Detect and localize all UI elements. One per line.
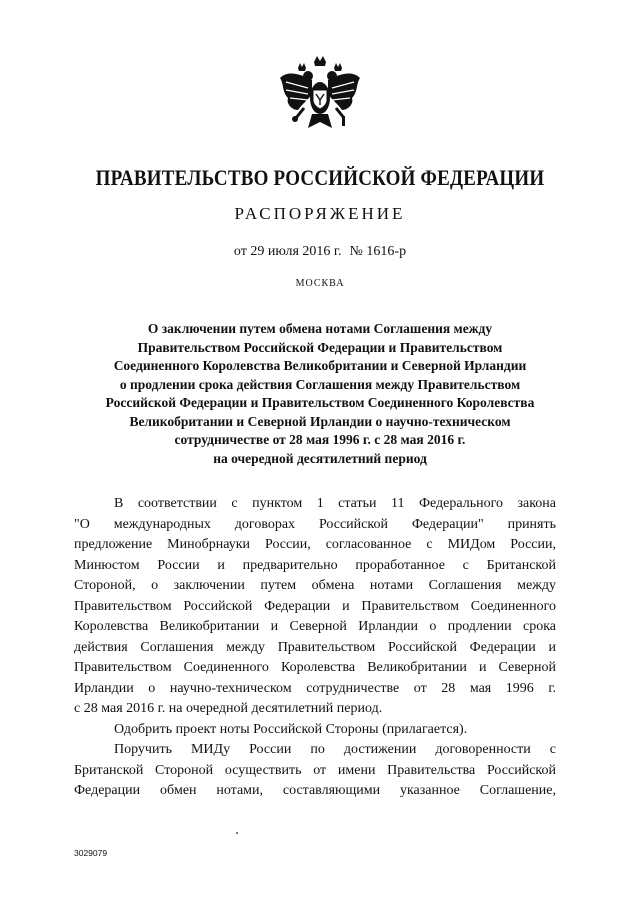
body-line: Поручить МИДу России по достижении договоренности с — [114, 742, 556, 757]
document-type: РАСПОРЯЖЕНИЕ — [234, 204, 406, 223]
scan-speck — [236, 832, 238, 834]
coat-of-arms-emblem — [274, 48, 366, 140]
body-line: действия Соглашения между Правительством Российской Федерации и — [74, 639, 556, 655]
title-line: Великобритании и Северной Ирландии о научно-техническом — [129, 413, 511, 429]
document-city: МОСКВА — [295, 278, 345, 289]
document-code: 3029079 — [74, 848, 108, 858]
document-date-line — [0, 244, 640, 260]
body-line: Правительством Соединенного Королевства Великобритании и Северной — [74, 660, 556, 675]
body-line: с 28 мая 2016 г. на очередной десятилетний период. — [74, 701, 383, 716]
document-title — [70, 320, 570, 468]
body-line: В соответствии с пунктом 1 статьи 11 Федерального закона — [114, 496, 556, 511]
title-line: о продлении срока действия Соглашения между Правительством — [119, 376, 521, 392]
title-line: О заключении путем обмена нотами Соглашения между — [147, 321, 493, 336]
body-line: Правительством Российской Федерации и Правительством Соединенного — [74, 598, 556, 614]
body-line: предложение Минобрнауки России, согласованное с МИДом России, — [74, 537, 556, 552]
body-line: Федерации обмен нотами, составляющими указанное Соглашение, — [74, 783, 556, 798]
body-line: Ирландии о научно-техническом сотрудничестве от 28 мая 1996 г. — [74, 680, 556, 696]
title-line: сотрудничестве от 28 мая 1996 г. с 28 мая 2016 г. — [174, 432, 466, 447]
title-line: на очередной десятилетний период — [213, 450, 427, 466]
body-line: Минюстом России и предварительно проработанное с Британской — [74, 557, 556, 573]
title-line: Российской Федерации и Правительством Соединенного Королевства — [105, 395, 535, 410]
title-line: Соединенного Королевства Великобритании и Северной Ирландии — [113, 358, 527, 373]
body-line: Британской Стороной осуществить от имени Правительства Российской — [74, 762, 556, 778]
document-body — [74, 494, 556, 802]
document-date: от 29 июля 2016 г. — [233, 244, 342, 259]
body-line: Королевства Великобритании и Северной Ирландии о продлении срока — [74, 619, 556, 634]
organization-name: ПРАВИТЕЛЬСТВО РОССИЙСКОЙ ФЕДЕРАЦИИ — [95, 166, 545, 191]
title-line: Правительством Российской Федерации и Правительством — [137, 339, 503, 355]
body-line: Стороной, о заключении путем обмена нотами Соглашения между — [74, 578, 556, 593]
body-line: Одобрить проект ноты Российской Стороны (прилагается). — [114, 721, 468, 737]
body-line: "О международных договорах Российской Федерации" принять — [74, 516, 556, 532]
document-number: № 1616-р — [349, 244, 407, 259]
